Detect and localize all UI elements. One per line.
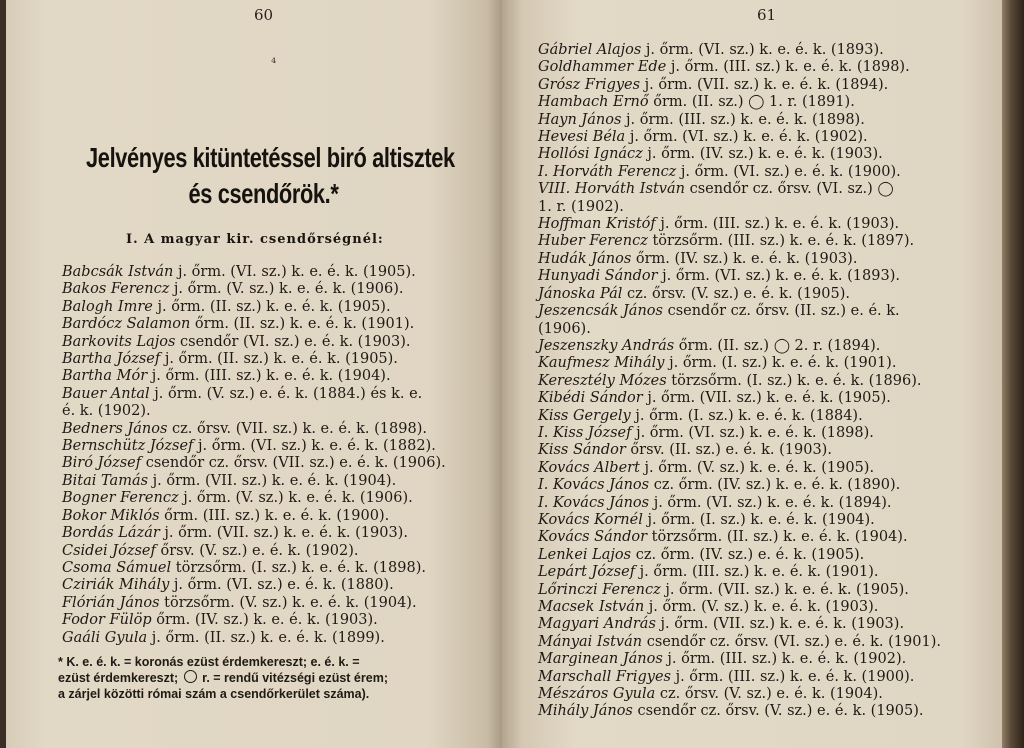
entry-name: Bedners János [62, 420, 168, 437]
list-item [538, 495, 988, 512]
list-item [62, 490, 482, 507]
entry-details: őrm. (II. sz.) ◯ 2. r. (1894). [674, 337, 881, 354]
entry-name: Keresztély Mózes [538, 372, 667, 389]
entry-details: j. őrm. (IV. sz.) k. e. é. k. (1903). [642, 146, 883, 163]
entry-details: cz. őrsv. (V. sz.) e. é. k. (1905). [622, 285, 850, 302]
entry-name: Hayn János [538, 111, 622, 128]
list-item [538, 251, 988, 268]
page-number-left: 60 [254, 6, 274, 24]
list-item [538, 164, 988, 181]
list-item [62, 421, 482, 438]
entry-name: Grósz Frigyes [538, 76, 641, 93]
footnote-line [58, 670, 488, 686]
entry-name: Mihály János [538, 703, 633, 720]
entry-name: Goldhammer Ede [538, 59, 667, 76]
list-item [538, 512, 988, 529]
title-line: Jelvényes kitüntetéssel biró altisztek [86, 142, 455, 173]
list-item [62, 368, 482, 385]
list-item [538, 216, 988, 233]
entry-name: Hoffman Kristóf [538, 216, 656, 233]
entry-details: cz. őrm. (IV. sz.) e. é. k. (1905). [631, 546, 865, 563]
page-title [86, 140, 455, 212]
title-line: és csendőrök.* [188, 178, 339, 209]
list-item [538, 77, 988, 94]
entry-name: I. Kovács János [538, 477, 650, 494]
entry-name: Hambach Ernő [538, 94, 649, 111]
entry-name: Gaáli Gyula [62, 629, 148, 646]
entry-details: j. őrm. (VI. sz.) k. e. é. k. (1905). [173, 264, 416, 280]
entry-name: Jeszenszky András [538, 337, 675, 354]
entry-name: Hevesi Béla [538, 129, 626, 146]
entry-details: 1. r. (1902). [538, 198, 624, 215]
entry-name: Jeszencsák János [538, 303, 663, 320]
entry-list-right [538, 42, 988, 721]
entry-details: őrsv. (II. sz.) e. é. k. (1903). [625, 442, 832, 459]
right-page [502, 0, 1002, 748]
entry-details: őrm. (IV. sz.) k. e. é. k. (1903). [631, 250, 858, 267]
entry-details: j. őrm. (II. sz.) k. e. é. k. (1905). [152, 298, 391, 315]
list-item [538, 408, 988, 425]
list-item [62, 455, 482, 472]
entry-name: Huber Ferencz [538, 233, 648, 250]
entry-details: j. őrm. (VII. sz.) k. e. é. k. (1905). [660, 581, 909, 598]
entry-details: é. k. (1902). [62, 403, 151, 420]
entry-name: Bordás Lázár [62, 525, 160, 542]
entry-details: j. őrm. (VI. sz.) k. e. é. k. (1893). [641, 42, 884, 58]
list-item [62, 560, 482, 577]
entry-details: j. őrm. (VII. sz.) k. e. é. k. (1905). [642, 390, 891, 407]
entry-name: Kiss Gergely [538, 407, 631, 424]
footnote-line: a zárjel közötti római szám a csendőrkerület száma). [58, 687, 370, 701]
entry-details: cz. őrm. (IV. sz.) k. e. é. k. (1890). [649, 477, 901, 494]
entry-details: j. őrm. (V. sz.) e. é. k. (1884.) és k. e. [149, 385, 423, 402]
footnote-line: * K. e. é. k. = koronás ezüst érdemkereszt; e. é. k. = [58, 655, 360, 669]
entry-name: I. Horváth Ferencz [538, 163, 677, 180]
list-item [538, 233, 988, 250]
entry-details: j. őrm. (VI. sz.) e. é. k. (1900). [676, 163, 901, 180]
entry-name: Magyari András [538, 616, 656, 633]
list-item [62, 508, 482, 525]
entry-name: Bogner Ferencz [62, 490, 179, 507]
entry-details: törzsőrm. (I. sz.) k. e. é. k. (1896). [666, 372, 922, 389]
list-item [538, 355, 988, 372]
list-item [538, 547, 988, 564]
entry-details: cz. őrsv. (VII. sz.) k. e. é. k. (1898). [167, 420, 427, 437]
entry-list-left [62, 264, 482, 647]
entry-name: Csidei József [62, 542, 156, 559]
entry-name: Bitai Tamás [62, 472, 149, 489]
entry-name: Jánoska Pál [538, 285, 623, 302]
page-number-right: 61 [757, 6, 777, 24]
entry-details: j. őrm. (VI. sz.) e. é. k. (1880). [169, 577, 394, 594]
list-item [538, 634, 988, 651]
list-item [538, 373, 988, 390]
list-item [538, 442, 988, 459]
list-item [538, 112, 988, 129]
entry-name: Kovács Albert [538, 459, 640, 476]
entry-details: törzsőrm. (II. sz.) k. e. é. k. (1904). [647, 529, 908, 546]
entry-details: őrm. (III. sz.) k. e. é. k. (1900). [159, 507, 390, 524]
entry-name: Bokor Miklós [62, 507, 160, 524]
entry-name: Biró József [62, 455, 142, 472]
list-item [538, 582, 988, 599]
entry-details: j. őrm. (II. sz.) k. e. é. k. (1899). [147, 629, 385, 646]
entry-details: j. őrm. (III. sz.) k. e. é. k. (1900). [670, 668, 915, 685]
entry-details: őrsv. (V. sz.) e. é. k. (1902). [155, 542, 359, 559]
entry-details: csendőr cz. őrsv. (II. sz.) e. é. k. [662, 303, 900, 320]
entry-details: j. őrm. (V. sz.) k. e. é. k. (1903). [644, 599, 879, 615]
entry-name: Kaufmesz Mihály [538, 355, 665, 372]
list-item [538, 268, 988, 285]
entry-details: j. őrm. (III. sz.) k. e. é. k. (1904). [147, 368, 391, 385]
list-item [538, 669, 988, 686]
entry-name: Lenkei Lajos [538, 546, 632, 563]
entry-name: Bakos Ferencz [62, 281, 170, 298]
entry-name: Lőrinczi Ferencz [538, 581, 661, 598]
entry-details: j. őrm. (I. sz.) k. e. é. k. (1884). [630, 407, 863, 424]
list-item [538, 321, 988, 338]
footnote-text: ezüst érdemkereszt; [58, 671, 182, 685]
list-item [538, 616, 988, 633]
entry-details: j. őrm. (III. sz.) k. e. é. k. (1898). [621, 111, 865, 128]
entry-details: j. őrm. (VI. sz.) k. e. é. k. (1893). [657, 268, 900, 285]
entry-name: I. Kiss József [538, 424, 632, 441]
entry-details: őrm. (II. sz.) k. e. é. k. (1901). [190, 316, 415, 333]
entry-details: j. őrm. (V. sz.) k. e. é. k. (1906). [169, 281, 404, 298]
list-item [62, 577, 482, 594]
list-item [62, 386, 482, 403]
entry-name: Bartha József [62, 351, 161, 368]
entry-details: csendőr cz. őrsv. (V. sz.) e. é. k. (1905). [632, 703, 924, 720]
entry-name: Mészáros Gyula [538, 686, 656, 703]
entry-details: j. őrm. (III. sz.) k. e. é. k. (1902). [662, 651, 907, 668]
print-mark: ⁴ [271, 56, 277, 71]
entry-details: j. őrm. (II. sz.) k. e. é. k. (1905). [160, 351, 398, 368]
entry-name: Marginean János [538, 651, 663, 668]
entry-details: (1906). [538, 320, 591, 337]
entry-details: csendőr (VI. sz.) e. é. k. (1903). [175, 333, 411, 350]
entry-details: j. őrm. (VII. sz.) k. e. é. k. (1903). [159, 525, 408, 542]
list-item [538, 686, 988, 703]
entry-details: cz. őrsv. (V. sz.) e. é. k. (1904). [655, 686, 883, 703]
list-item [62, 525, 482, 542]
entry-details: csendőr cz. őrsv. (VII. sz.) e. é. k. (1906). [141, 455, 446, 472]
entry-name: Fodor Fülöp [62, 612, 152, 629]
entry-details: j. őrm. (VI. sz.) k. e. é. k. (1882). [193, 438, 436, 455]
entry-details: őrm. (II. sz.) ◯ 1. r. (1891). [648, 94, 855, 111]
entry-details: j. őrm. (VII. sz.) k. e. é. k. (1894). [640, 76, 889, 93]
footnote-text: r. = rendű vitézségi ezüst érem; [198, 671, 388, 685]
list-item [538, 599, 988, 616]
list-item [538, 146, 988, 163]
list-item [62, 612, 482, 629]
list-item [62, 403, 482, 420]
entry-details: j. őrm. (I. sz.) k. e. é. k. (1901). [664, 355, 897, 372]
list-item [538, 651, 988, 668]
entry-details: csendőr cz. őrsv. (VI. sz.) ◯ [684, 181, 894, 198]
entry-details: j. őrm. (VI. sz.) k. e. é. k. (1902). [625, 129, 868, 146]
list-item [538, 425, 988, 442]
footnote [58, 654, 488, 702]
list-item [62, 334, 482, 351]
entry-name: Cziriák Mihály [62, 577, 170, 594]
entry-name: Barkovits Lajos [62, 333, 176, 350]
list-item [538, 460, 988, 477]
entry-name: Mányai István [538, 633, 643, 650]
list-item [62, 438, 482, 455]
entry-name: Balogh Imre [62, 298, 153, 315]
left-page [6, 0, 502, 748]
entry-details: törzsőrm. (I. sz.) k. e. é. k. (1898). [171, 559, 426, 576]
entry-details: j. őrm. (I. sz.) k. e. é. k. (1904). [642, 511, 875, 528]
list-item [538, 390, 988, 407]
entry-name: Hollósi Ignácz [538, 146, 643, 163]
book-edge [1002, 0, 1024, 748]
entry-name: Hudák János [538, 250, 632, 267]
circle-icon [184, 670, 197, 683]
list-item [62, 299, 482, 316]
list-item [538, 303, 988, 320]
entry-details: törzsőrm. (III. sz.) k. e. é. k. (1897). [647, 233, 915, 250]
entry-details: j. őrm. (VI. sz.) k. e. é. k. (1898). [631, 424, 874, 441]
entry-name: Bardócz Salamon [62, 316, 191, 333]
entry-name: I. Kovács János [538, 494, 650, 511]
list-item [62, 595, 482, 612]
entry-details: j. őrm. (V. sz.) k. e. é. k. (1906). [178, 490, 413, 507]
entry-name: Macsek István [538, 599, 645, 615]
entry-details: j. őrm. (VII. sz.) k. e. é. k. (1903). [655, 616, 905, 633]
entry-name: Lepárt József [538, 564, 636, 581]
list-item [538, 477, 988, 494]
entry-details: j. őrm. (III. sz.) k. e. é. k. (1903). [655, 216, 900, 233]
list-item [538, 199, 988, 216]
entry-name: Babcsák István [62, 264, 174, 280]
entry-name: Kovács Sándor [538, 529, 648, 546]
entry-name: Bartha Mór [62, 368, 148, 385]
entry-details: j. őrm. (V. sz.) k. e. é. k. (1905). [639, 459, 875, 476]
list-item [62, 473, 482, 490]
list-item [538, 129, 988, 146]
entry-name: Bauer Antal [62, 385, 150, 402]
entry-details: j. őrm. (III. sz.) k. e. é. k. (1898). [666, 59, 910, 76]
section-heading: I. A magyar kir. csendőrségnél: [126, 232, 384, 247]
entry-name: Hunyadi Sándor [538, 268, 658, 285]
entry-name: Bernschütz József [62, 438, 194, 455]
list-item [538, 703, 988, 720]
list-item [538, 59, 988, 76]
entry-name: Gábriel Alajos [538, 42, 642, 58]
entry-details: csendőr cz. őrsv. (VI. sz.) e. é. k. (1901). [642, 633, 941, 650]
entry-name: VIII. Horváth István [538, 181, 685, 198]
entry-details: törzsőrm. (V. sz.) k. e. é. k. (1904). [159, 594, 417, 611]
list-item [62, 264, 482, 281]
entry-name: Flórián János [62, 594, 160, 611]
entry-details: j. őrm. (III. sz.) k. e. é. k. (1901). [635, 564, 879, 581]
entry-name: Marschall Frigyes [538, 668, 671, 685]
list-item [62, 351, 482, 368]
list-item [62, 543, 482, 560]
entry-name: Csoma Sámuel [62, 559, 172, 576]
entry-name: Kibédi Sándor [538, 390, 643, 407]
list-item [62, 281, 482, 298]
list-item [538, 94, 988, 111]
list-item [538, 181, 988, 198]
list-item [538, 338, 988, 355]
entry-name: Kovács Kornél [538, 511, 643, 528]
list-item [62, 630, 482, 647]
entry-details: őrm. (IV. sz.) k. e. é. k. (1903). [151, 612, 378, 629]
entry-details: j. őrm. (VII. sz.) k. e. é. k. (1904). [148, 472, 397, 489]
list-item [538, 286, 988, 303]
entry-name: Kiss Sándor [538, 442, 626, 459]
list-item [538, 529, 988, 546]
entry-details: j. őrm. (VI. sz.) k. e. é. k. (1894). [649, 494, 892, 511]
list-item [62, 316, 482, 333]
list-item [538, 564, 988, 581]
list-item [538, 42, 988, 59]
